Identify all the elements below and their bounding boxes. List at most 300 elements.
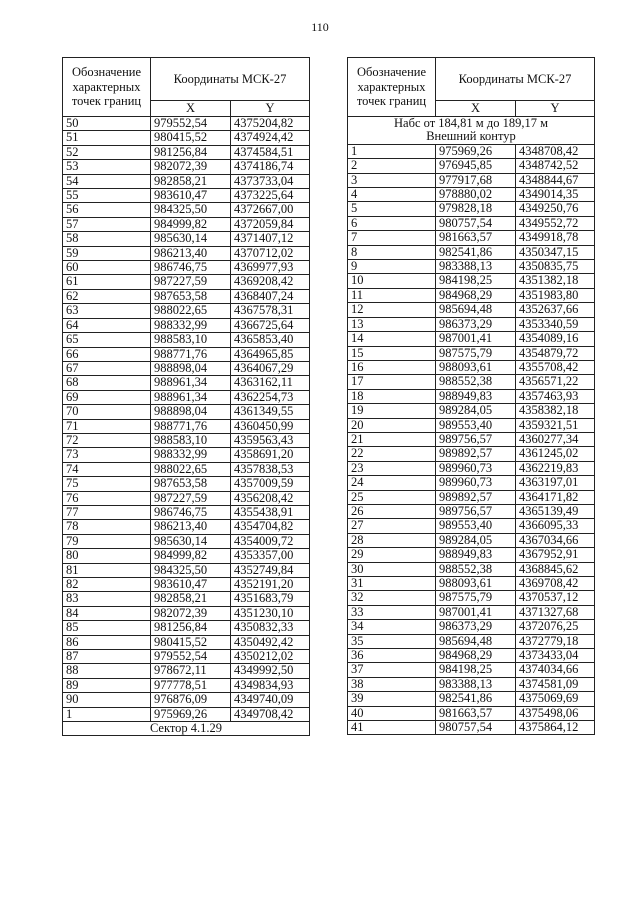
point-number: 63 bbox=[63, 304, 151, 318]
coord-y: 4359563,43 bbox=[231, 433, 310, 447]
table-row bbox=[63, 664, 310, 678]
section-height-range: Набс от 184,81 м до 189,17 м bbox=[348, 117, 595, 131]
coord-y: 4373733,04 bbox=[231, 174, 310, 188]
table-row bbox=[63, 592, 310, 606]
coord-y: 4358691,20 bbox=[231, 448, 310, 462]
table-row bbox=[63, 505, 310, 519]
point-number: 8 bbox=[348, 245, 436, 259]
table-row bbox=[63, 289, 310, 303]
coord-y: 4369208,42 bbox=[231, 275, 310, 289]
table-row bbox=[348, 274, 595, 288]
coord-x: 980757,54 bbox=[436, 721, 516, 735]
coord-x: 989892,57 bbox=[436, 447, 516, 461]
table-row bbox=[348, 144, 595, 158]
coord-x: 987227,59 bbox=[151, 491, 231, 505]
coord-x: 983388,13 bbox=[436, 677, 516, 691]
point-number: 71 bbox=[63, 419, 151, 433]
coord-x: 988552,38 bbox=[436, 375, 516, 389]
table-row bbox=[348, 159, 595, 173]
point-number: 26 bbox=[348, 504, 436, 518]
table-row bbox=[63, 621, 310, 635]
table-row bbox=[348, 461, 595, 475]
coord-x: 989284,05 bbox=[436, 404, 516, 418]
coord-y: 4367034,66 bbox=[516, 533, 595, 547]
point-number: 70 bbox=[63, 405, 151, 419]
table-row bbox=[348, 577, 595, 591]
coord-x: 982541,86 bbox=[436, 692, 516, 706]
table-row bbox=[348, 562, 595, 576]
coord-y: 4365139,49 bbox=[516, 504, 595, 518]
point-number: 6 bbox=[348, 216, 436, 230]
coord-y: 4353340,59 bbox=[516, 317, 595, 331]
table-row bbox=[63, 477, 310, 491]
table-body-left bbox=[63, 117, 310, 722]
coord-y: 4355708,42 bbox=[516, 360, 595, 374]
coord-x: 988949,83 bbox=[436, 548, 516, 562]
coord-x: 988583,10 bbox=[151, 433, 231, 447]
point-number: 73 bbox=[63, 448, 151, 462]
table-row bbox=[348, 332, 595, 346]
coord-y: 4374034,66 bbox=[516, 663, 595, 677]
coord-x: 984198,25 bbox=[436, 663, 516, 677]
point-number: 3 bbox=[348, 173, 436, 187]
coord-y: 4358382,18 bbox=[516, 404, 595, 418]
coord-y: 4359321,51 bbox=[516, 418, 595, 432]
point-number: 14 bbox=[348, 332, 436, 346]
point-number: 53 bbox=[63, 160, 151, 174]
coord-x: 987575,79 bbox=[436, 591, 516, 605]
coord-y: 4371407,12 bbox=[231, 232, 310, 246]
point-number: 39 bbox=[348, 692, 436, 706]
table-row bbox=[63, 304, 310, 318]
coord-x: 979828,18 bbox=[436, 202, 516, 216]
coord-y: 4357009,59 bbox=[231, 477, 310, 491]
point-number: 30 bbox=[348, 562, 436, 576]
table-row bbox=[63, 203, 310, 217]
coord-x: 984968,29 bbox=[436, 649, 516, 663]
point-number: 13 bbox=[348, 317, 436, 331]
coord-x: 986373,29 bbox=[436, 620, 516, 634]
coord-y: 4367952,91 bbox=[516, 548, 595, 562]
header-y: Y bbox=[231, 101, 310, 117]
table-row bbox=[348, 173, 595, 187]
point-number: 20 bbox=[348, 418, 436, 432]
coord-y: 4367578,31 bbox=[231, 304, 310, 318]
table-row bbox=[63, 189, 310, 203]
coord-x: 988898,04 bbox=[151, 405, 231, 419]
coord-x: 989756,57 bbox=[436, 504, 516, 518]
coord-x: 981663,57 bbox=[436, 231, 516, 245]
point-number: 90 bbox=[63, 693, 151, 707]
table-row bbox=[348, 375, 595, 389]
point-number: 11 bbox=[348, 288, 436, 302]
point-number: 65 bbox=[63, 333, 151, 347]
table-row bbox=[63, 448, 310, 462]
page-number: 110 bbox=[311, 20, 329, 34]
coord-y: 4370537,12 bbox=[516, 591, 595, 605]
table-row bbox=[348, 649, 595, 663]
coord-y: 4348708,42 bbox=[516, 144, 595, 158]
coord-x: 978672,11 bbox=[151, 664, 231, 678]
point-number: 77 bbox=[63, 505, 151, 519]
point-number: 62 bbox=[63, 289, 151, 303]
coord-y: 4354009,72 bbox=[231, 534, 310, 548]
coord-y: 4366725,64 bbox=[231, 318, 310, 332]
point-number: 69 bbox=[63, 390, 151, 404]
coord-y: 4365853,40 bbox=[231, 333, 310, 347]
coord-x: 983388,13 bbox=[436, 260, 516, 274]
coord-x: 982858,21 bbox=[151, 592, 231, 606]
point-number: 34 bbox=[348, 620, 436, 634]
table-row bbox=[348, 360, 595, 374]
table-row bbox=[348, 260, 595, 274]
coord-y: 4351683,79 bbox=[231, 592, 310, 606]
coord-x: 988022,65 bbox=[151, 462, 231, 476]
coord-y: 4370712,02 bbox=[231, 246, 310, 260]
coord-x: 988332,99 bbox=[151, 318, 231, 332]
table-row bbox=[63, 131, 310, 145]
table-row bbox=[63, 361, 310, 375]
coord-y: 4362219,83 bbox=[516, 461, 595, 475]
table-row bbox=[63, 707, 310, 721]
coord-x: 982858,21 bbox=[151, 174, 231, 188]
table-row bbox=[63, 117, 310, 131]
point-number: 60 bbox=[63, 261, 151, 275]
coord-y: 4348844,67 bbox=[516, 173, 595, 187]
coord-x: 988552,38 bbox=[436, 562, 516, 576]
sector-label: Сектор 4.1.29 bbox=[63, 722, 310, 736]
point-number: 36 bbox=[348, 649, 436, 663]
header-coordinates: Координаты МСК-27 bbox=[436, 58, 595, 101]
coord-x: 988093,61 bbox=[436, 360, 516, 374]
coord-x: 986746,75 bbox=[151, 505, 231, 519]
coord-x: 987575,79 bbox=[436, 346, 516, 360]
coord-y: 4366095,33 bbox=[516, 519, 595, 533]
coord-x: 983610,47 bbox=[151, 578, 231, 592]
point-number: 10 bbox=[348, 274, 436, 288]
coord-y: 4356208,42 bbox=[231, 491, 310, 505]
coord-x: 989960,73 bbox=[436, 461, 516, 475]
coord-y: 4357838,53 bbox=[231, 462, 310, 476]
coord-y: 4371327,68 bbox=[516, 605, 595, 619]
coord-x: 989960,73 bbox=[436, 476, 516, 490]
point-number: 23 bbox=[348, 461, 436, 475]
point-number: 67 bbox=[63, 361, 151, 375]
coord-x: 989756,57 bbox=[436, 432, 516, 446]
coord-y: 4354704,82 bbox=[231, 520, 310, 534]
table-row bbox=[63, 347, 310, 361]
table-row bbox=[63, 563, 310, 577]
coord-x: 986213,40 bbox=[151, 246, 231, 260]
table-row bbox=[63, 534, 310, 548]
coord-x: 988771,76 bbox=[151, 419, 231, 433]
coordinates-table-left bbox=[62, 57, 310, 736]
coord-y: 4354089,16 bbox=[516, 332, 595, 346]
point-number: 25 bbox=[348, 490, 436, 504]
table-row bbox=[63, 232, 310, 246]
point-number: 59 bbox=[63, 246, 151, 260]
point-number: 4 bbox=[348, 188, 436, 202]
table-row bbox=[348, 692, 595, 706]
table-row bbox=[63, 462, 310, 476]
coord-y: 4352191,20 bbox=[231, 578, 310, 592]
point-number: 58 bbox=[63, 232, 151, 246]
coord-y: 4354879,72 bbox=[516, 346, 595, 360]
point-number: 52 bbox=[63, 145, 151, 159]
coord-y: 4372779,18 bbox=[516, 634, 595, 648]
coord-y: 4351983,80 bbox=[516, 288, 595, 302]
table-row bbox=[348, 677, 595, 691]
coord-x: 980415,52 bbox=[151, 635, 231, 649]
coord-x: 976876,09 bbox=[151, 693, 231, 707]
point-number: 21 bbox=[348, 432, 436, 446]
coord-y: 4372076,25 bbox=[516, 620, 595, 634]
table-row bbox=[348, 346, 595, 360]
coord-y: 4350832,33 bbox=[231, 621, 310, 635]
coord-x: 988332,99 bbox=[151, 448, 231, 462]
coord-x: 988771,76 bbox=[151, 347, 231, 361]
point-number: 57 bbox=[63, 217, 151, 231]
coord-x: 989284,05 bbox=[436, 533, 516, 547]
point-number: 32 bbox=[348, 591, 436, 605]
coord-y: 4360277,34 bbox=[516, 432, 595, 446]
coord-x: 975969,26 bbox=[151, 707, 231, 721]
table-row bbox=[63, 390, 310, 404]
point-number: 78 bbox=[63, 520, 151, 534]
point-number: 81 bbox=[63, 563, 151, 577]
point-number: 54 bbox=[63, 174, 151, 188]
point-number: 61 bbox=[63, 275, 151, 289]
coord-y: 4375864,12 bbox=[516, 721, 595, 735]
coord-y: 4374581,09 bbox=[516, 677, 595, 691]
coord-x: 988898,04 bbox=[151, 361, 231, 375]
table-row bbox=[348, 447, 595, 461]
coord-x: 989892,57 bbox=[436, 490, 516, 504]
point-number: 82 bbox=[63, 578, 151, 592]
table-row bbox=[63, 145, 310, 159]
table-row bbox=[348, 188, 595, 202]
table-row bbox=[348, 504, 595, 518]
coord-x: 980757,54 bbox=[436, 216, 516, 230]
point-number: 35 bbox=[348, 634, 436, 648]
coord-y: 4374924,42 bbox=[231, 131, 310, 145]
header-y: Y bbox=[516, 101, 595, 117]
table-row bbox=[348, 490, 595, 504]
point-number: 28 bbox=[348, 533, 436, 547]
table-row bbox=[348, 605, 595, 619]
point-number: 83 bbox=[63, 592, 151, 606]
coord-x: 985630,14 bbox=[151, 232, 231, 246]
coord-y: 4351230,10 bbox=[231, 606, 310, 620]
coord-x: 976945,85 bbox=[436, 159, 516, 173]
table-row bbox=[63, 275, 310, 289]
coord-x: 986213,40 bbox=[151, 520, 231, 534]
table-row bbox=[348, 317, 595, 331]
point-number: 79 bbox=[63, 534, 151, 548]
coord-x: 988961,34 bbox=[151, 390, 231, 404]
table-row bbox=[63, 376, 310, 390]
coord-x: 981663,57 bbox=[436, 706, 516, 720]
point-number: 56 bbox=[63, 203, 151, 217]
point-number: 7 bbox=[348, 231, 436, 245]
coord-x: 978880,02 bbox=[436, 188, 516, 202]
table-row bbox=[348, 519, 595, 533]
table-row bbox=[63, 635, 310, 649]
point-number: 80 bbox=[63, 549, 151, 563]
point-number: 16 bbox=[348, 360, 436, 374]
coord-y: 4369977,93 bbox=[231, 261, 310, 275]
coord-y: 4357463,93 bbox=[516, 389, 595, 403]
point-number: 41 bbox=[348, 721, 436, 735]
table-body-right bbox=[348, 117, 595, 735]
coord-x: 982072,39 bbox=[151, 606, 231, 620]
coord-x: 984999,82 bbox=[151, 217, 231, 231]
table-row bbox=[63, 174, 310, 188]
point-number: 75 bbox=[63, 477, 151, 491]
point-number: 17 bbox=[348, 375, 436, 389]
point-number: 85 bbox=[63, 621, 151, 635]
header-x: X bbox=[436, 101, 516, 117]
table-row bbox=[63, 693, 310, 707]
coord-y: 4361349,55 bbox=[231, 405, 310, 419]
point-number: 89 bbox=[63, 678, 151, 692]
table-row bbox=[348, 634, 595, 648]
point-number: 64 bbox=[63, 318, 151, 332]
point-number: 37 bbox=[348, 663, 436, 677]
coord-x: 981256,84 bbox=[151, 145, 231, 159]
table-row bbox=[63, 578, 310, 592]
table-row bbox=[63, 549, 310, 563]
point-number: 87 bbox=[63, 650, 151, 664]
coord-x: 985694,48 bbox=[436, 634, 516, 648]
table-row bbox=[348, 476, 595, 490]
coord-y: 4352637,66 bbox=[516, 303, 595, 317]
coord-x: 988961,34 bbox=[151, 376, 231, 390]
coord-y: 4368845,62 bbox=[516, 562, 595, 576]
table-row bbox=[63, 333, 310, 347]
coord-x: 988949,83 bbox=[436, 389, 516, 403]
point-number: 68 bbox=[63, 376, 151, 390]
coord-x: 984198,25 bbox=[436, 274, 516, 288]
coord-x: 982541,86 bbox=[436, 245, 516, 259]
point-number: 55 bbox=[63, 189, 151, 203]
point-number: 29 bbox=[348, 548, 436, 562]
coord-y: 4356571,22 bbox=[516, 375, 595, 389]
coord-y: 4349992,50 bbox=[231, 664, 310, 678]
point-number: 2 bbox=[348, 159, 436, 173]
point-number: 12 bbox=[348, 303, 436, 317]
coord-x: 985694,48 bbox=[436, 303, 516, 317]
point-number: 38 bbox=[348, 677, 436, 691]
table-row bbox=[348, 418, 595, 432]
coord-x: 985630,14 bbox=[151, 534, 231, 548]
point-number: 84 bbox=[63, 606, 151, 620]
coord-y: 4368407,24 bbox=[231, 289, 310, 303]
coord-y: 4374584,51 bbox=[231, 145, 310, 159]
coord-y: 4349740,09 bbox=[231, 693, 310, 707]
point-number: 76 bbox=[63, 491, 151, 505]
coord-x: 986373,29 bbox=[436, 317, 516, 331]
table-row bbox=[348, 432, 595, 446]
table-row bbox=[348, 303, 595, 317]
point-number: 72 bbox=[63, 433, 151, 447]
coord-y: 4362254,73 bbox=[231, 390, 310, 404]
coord-x: 987227,59 bbox=[151, 275, 231, 289]
point-number: 74 bbox=[63, 462, 151, 476]
coord-y: 4369708,42 bbox=[516, 577, 595, 591]
coord-y: 4350835,75 bbox=[516, 260, 595, 274]
table-row bbox=[348, 533, 595, 547]
coord-y: 4360450,99 bbox=[231, 419, 310, 433]
coord-y: 4375069,69 bbox=[516, 692, 595, 706]
coord-y: 4373433,04 bbox=[516, 649, 595, 663]
coord-x: 979552,54 bbox=[151, 650, 231, 664]
point-number: 66 bbox=[63, 347, 151, 361]
coord-y: 4349834,93 bbox=[231, 678, 310, 692]
point-number: 40 bbox=[348, 706, 436, 720]
table-row bbox=[63, 217, 310, 231]
coord-x: 987653,58 bbox=[151, 289, 231, 303]
coord-y: 4374186,74 bbox=[231, 160, 310, 174]
coord-y: 4349014,35 bbox=[516, 188, 595, 202]
coord-y: 4372667,00 bbox=[231, 203, 310, 217]
coord-y: 4372059,84 bbox=[231, 217, 310, 231]
table-row bbox=[348, 288, 595, 302]
section-contour-label: Внешний контур bbox=[348, 130, 595, 144]
header-designation: Обозначение характерных точек границ bbox=[348, 58, 436, 117]
coord-y: 4363197,01 bbox=[516, 476, 595, 490]
table-row bbox=[63, 678, 310, 692]
coord-x: 984999,82 bbox=[151, 549, 231, 563]
table-row bbox=[348, 548, 595, 562]
coord-x: 988022,65 bbox=[151, 304, 231, 318]
table-row bbox=[63, 318, 310, 332]
coord-y: 4348742,52 bbox=[516, 159, 595, 173]
coord-x: 980415,52 bbox=[151, 131, 231, 145]
coord-x: 987001,41 bbox=[436, 332, 516, 346]
table-row bbox=[348, 245, 595, 259]
header-designation: Обозначение характерных точек границ bbox=[63, 58, 151, 117]
table-row bbox=[348, 404, 595, 418]
coord-x: 988583,10 bbox=[151, 333, 231, 347]
coord-x: 987653,58 bbox=[151, 477, 231, 491]
coord-x: 984325,50 bbox=[151, 563, 231, 577]
table-row bbox=[348, 721, 595, 735]
point-number: 5 bbox=[348, 202, 436, 216]
coord-x: 989553,40 bbox=[436, 418, 516, 432]
point-number: 18 bbox=[348, 389, 436, 403]
point-number: 22 bbox=[348, 447, 436, 461]
table-row bbox=[63, 419, 310, 433]
point-number: 15 bbox=[348, 346, 436, 360]
coord-x: 987001,41 bbox=[436, 605, 516, 619]
coord-y: 4361245,02 bbox=[516, 447, 595, 461]
point-number: 88 bbox=[63, 664, 151, 678]
coord-y: 4349552,72 bbox=[516, 216, 595, 230]
table-row bbox=[348, 202, 595, 216]
coord-x: 984968,29 bbox=[436, 288, 516, 302]
coord-y: 4353357,00 bbox=[231, 549, 310, 563]
coord-y: 4349918,78 bbox=[516, 231, 595, 245]
coord-x: 988093,61 bbox=[436, 577, 516, 591]
coord-x: 979552,54 bbox=[151, 117, 231, 131]
table-row bbox=[348, 231, 595, 245]
point-number: 19 bbox=[348, 404, 436, 418]
coord-y: 4373225,64 bbox=[231, 189, 310, 203]
point-number: 51 bbox=[63, 131, 151, 145]
coord-x: 984325,50 bbox=[151, 203, 231, 217]
coord-y: 4352749,84 bbox=[231, 563, 310, 577]
